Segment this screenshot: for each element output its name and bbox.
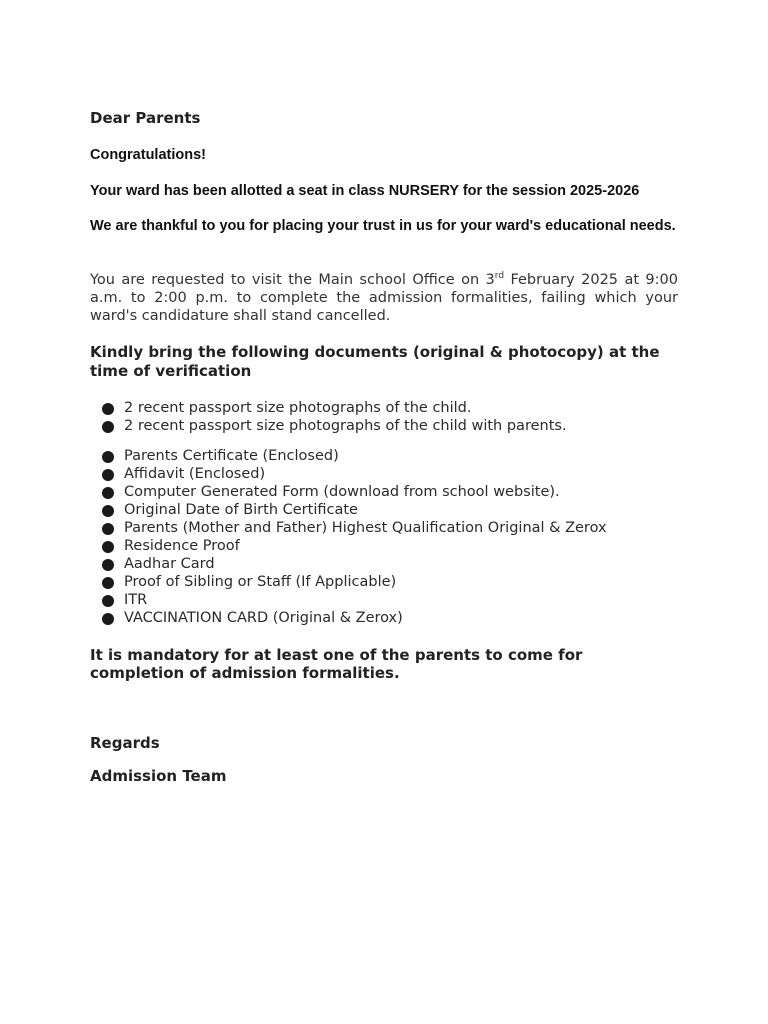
bullet-icon bbox=[102, 577, 114, 589]
mandatory-notice: It is mandatory for at least one of the parents to come for completion of admission formalities. bbox=[90, 646, 583, 682]
visit-instructions bbox=[90, 271, 678, 325]
list-item-text: Affidavit (Enclosed) bbox=[124, 466, 266, 482]
list-item bbox=[90, 417, 567, 435]
bullet-icon bbox=[102, 469, 114, 481]
list-item-text: Original Date of Birth Certificate bbox=[124, 502, 358, 518]
list-item bbox=[90, 399, 567, 417]
closing-regards: Regards bbox=[90, 734, 160, 752]
list-item-text: Residence Proof bbox=[124, 538, 240, 554]
list-item bbox=[90, 447, 607, 465]
bullet-icon bbox=[102, 523, 114, 535]
bullet-icon bbox=[102, 505, 114, 517]
list-item bbox=[90, 465, 607, 483]
salutation: Dear Parents bbox=[90, 109, 201, 127]
list-item bbox=[90, 519, 607, 537]
thank-you-line: We are thankful to you for placing your trust in us for your ward's educational needs. bbox=[90, 218, 676, 234]
bullet-icon bbox=[102, 613, 114, 625]
documents-list bbox=[90, 447, 607, 627]
list-item bbox=[90, 555, 607, 573]
list-item bbox=[90, 501, 607, 519]
list-item-text: VACCINATION CARD (Original & Zerox) bbox=[124, 610, 403, 626]
bullet-icon bbox=[102, 487, 114, 499]
list-item-text: Aadhar Card bbox=[124, 556, 215, 572]
documents-heading: Kindly bring the following documents (original & photocopy) at the time of verification bbox=[90, 343, 660, 380]
list-item bbox=[90, 609, 607, 627]
bullet-icon bbox=[102, 421, 114, 433]
list-item-text: ITR bbox=[124, 592, 148, 608]
list-item bbox=[90, 591, 607, 609]
bullet-icon bbox=[102, 559, 114, 571]
bullet-icon bbox=[102, 541, 114, 553]
bullet-icon bbox=[102, 595, 114, 607]
date-ordinal-suffix: rd bbox=[494, 271, 505, 282]
list-item-text: 2 recent passport size photographs of the child with parents. bbox=[124, 418, 567, 434]
seat-allotted-line: Your ward has been allotted a seat in class NURSERY for the session 2025-2026 bbox=[90, 183, 640, 199]
list-item-text: Parents Certificate (Enclosed) bbox=[124, 448, 339, 464]
list-item-text: Computer Generated Form (download from school website). bbox=[124, 484, 560, 500]
bullet-icon bbox=[102, 451, 114, 463]
bullet-icon bbox=[102, 403, 114, 415]
signature-admission-team: Admission Team bbox=[90, 767, 227, 785]
photographs-list bbox=[90, 399, 567, 435]
list-item bbox=[90, 537, 607, 555]
congratulations-line: Congratulations! bbox=[90, 147, 206, 163]
list-item-text: 2 recent passport size photographs of the child. bbox=[124, 400, 472, 416]
list-item-text: Proof of Sibling or Staff (If Applicable) bbox=[124, 574, 397, 590]
list-item-text: Parents (Mother and Father) Highest Qualification Original & Zerox bbox=[124, 520, 607, 536]
visit-text-start: You are requested to visit the Main school Office on 3 bbox=[90, 272, 495, 288]
visit-text-end: February 2025 at 9:00 a.m. to 2:00 p.m. to complete the admission formalities, failing which your ward's candidature shall stand cancelled. bbox=[90, 272, 678, 324]
list-item bbox=[90, 483, 607, 501]
list-item bbox=[90, 573, 607, 591]
